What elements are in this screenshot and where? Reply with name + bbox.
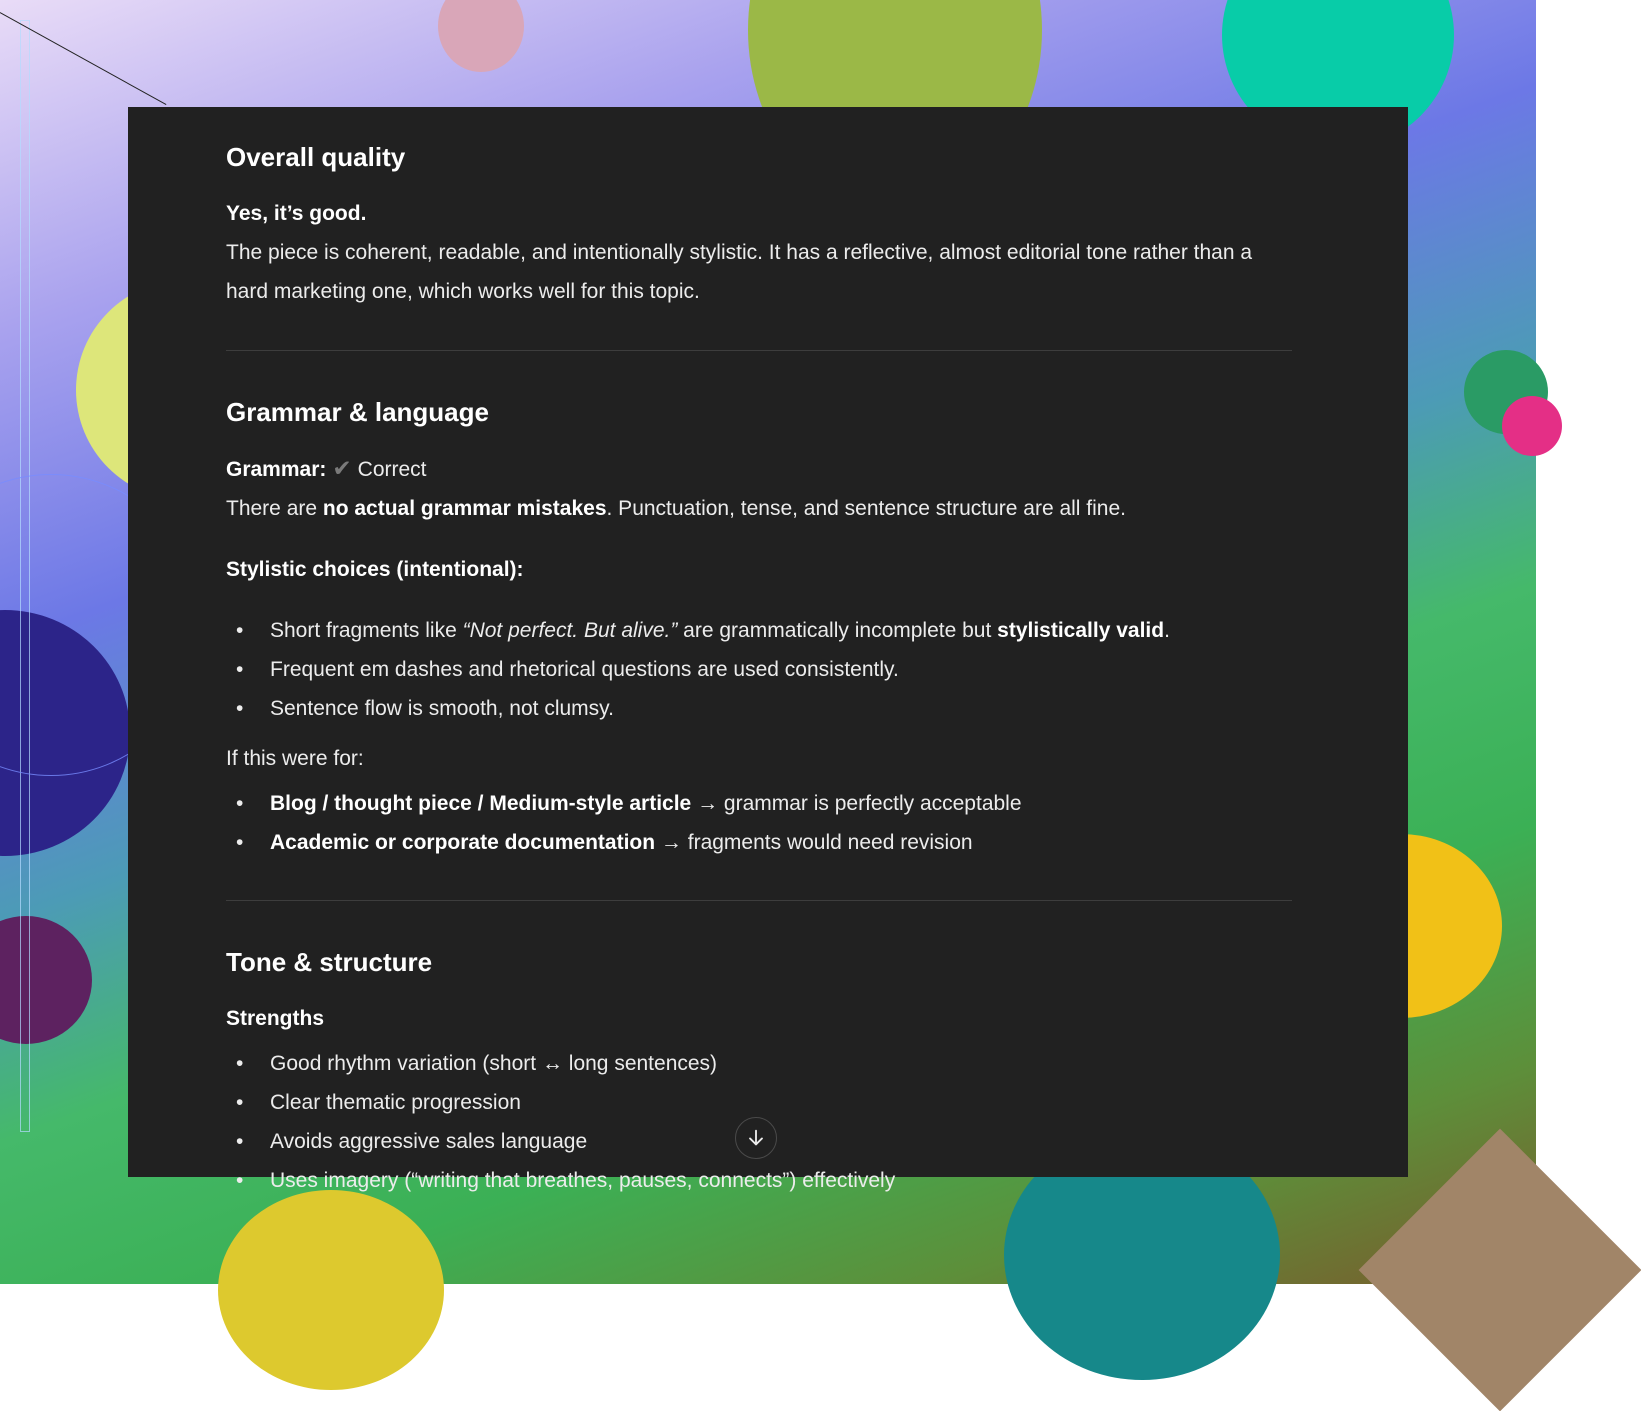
arrow-down-icon bbox=[745, 1127, 767, 1149]
grammar-label: Grammar: bbox=[226, 458, 327, 481]
list-item-emphasis: Blog / thought piece / Medium-style article bbox=[270, 792, 692, 815]
list-item bbox=[226, 611, 1292, 650]
list-item-text: Good rhythm variation (short ↔ long sentences) bbox=[270, 1052, 718, 1075]
section-title-grammar: Grammar & language bbox=[226, 397, 489, 427]
list-item bbox=[226, 689, 1292, 728]
list-item-text: are grammatically incomplete but bbox=[677, 619, 998, 642]
check-icon: ✔ bbox=[332, 455, 352, 481]
use-case-list bbox=[226, 784, 1292, 862]
chat-response-panel bbox=[128, 107, 1408, 1192]
grammar-value: Correct bbox=[357, 458, 427, 481]
list-item bbox=[226, 784, 1292, 823]
bullet-icon: • bbox=[236, 831, 244, 854]
section-title-overall: Overall quality bbox=[226, 142, 406, 172]
stylistic-heading: Stylistic choices (intentional): bbox=[226, 558, 524, 581]
list-item-text: . bbox=[1164, 619, 1170, 642]
list-item bbox=[226, 1044, 1292, 1083]
list-item bbox=[226, 1083, 1292, 1122]
bullet-icon: • bbox=[236, 1169, 244, 1192]
bullet-icon: • bbox=[236, 1091, 244, 1114]
background-shape bbox=[1502, 396, 1562, 456]
list-item-emphasis: Academic or corporate documentation bbox=[270, 831, 656, 854]
list-item bbox=[226, 823, 1292, 862]
stylistic-list bbox=[226, 611, 1292, 728]
overall-body: The piece is coherent, readable, and intentionally stylistic. It has a reflective, almost editorial tone rather than a hard marketing one, which works well for this topic. bbox=[226, 241, 1253, 303]
bullet-icon: • bbox=[236, 619, 244, 642]
list-item bbox=[226, 1161, 1292, 1200]
strengths-heading: Strengths bbox=[226, 1007, 325, 1030]
bullet-icon: • bbox=[236, 658, 244, 681]
grammar-summary-emphasis: no actual grammar mistakes bbox=[322, 497, 607, 520]
bullet-icon: • bbox=[236, 1130, 244, 1153]
bullet-icon: • bbox=[236, 792, 244, 815]
grammar-summary bbox=[226, 489, 1292, 528]
list-item-text: Sentence flow is smooth, not clumsy. bbox=[270, 697, 614, 720]
section-title-tone: Tone & structure bbox=[226, 947, 433, 977]
list-item-text: Avoids aggressive sales language bbox=[270, 1130, 588, 1153]
grammar-status-line bbox=[226, 449, 1292, 489]
scroll-to-bottom-button[interactable] bbox=[735, 1117, 777, 1159]
list-item-text: → fragments would need revision bbox=[655, 831, 973, 854]
bullet-icon: • bbox=[236, 697, 244, 720]
response-content bbox=[226, 133, 1292, 1200]
background-shape bbox=[438, 0, 524, 72]
list-item-text: Uses imagery (“writing that breathes, pauses, connects”) effectively bbox=[270, 1169, 896, 1192]
list-item-text: Short fragments like bbox=[270, 619, 463, 642]
verdict-text: Yes, it’s good. bbox=[226, 202, 367, 225]
list-item bbox=[226, 650, 1292, 689]
list-item-emphasis: stylistically valid bbox=[997, 619, 1165, 642]
background-shape bbox=[218, 1190, 444, 1390]
if-for-text: If this were for: bbox=[226, 747, 364, 770]
grammar-summary-text: . Punctuation, tense, and sentence structure are all fine. bbox=[606, 497, 1126, 520]
list-item-text: Frequent em dashes and rhetorical questions are used consistently. bbox=[270, 658, 899, 681]
list-item-text: → grammar is perfectly acceptable bbox=[691, 792, 1022, 815]
background-shape bbox=[0, 916, 92, 1044]
bullet-icon: • bbox=[236, 1052, 244, 1075]
list-item-text: Clear thematic progression bbox=[270, 1091, 521, 1114]
grammar-summary-text: There are bbox=[226, 497, 323, 520]
quoted-fragment: “Not perfect. But alive.” bbox=[462, 619, 678, 642]
